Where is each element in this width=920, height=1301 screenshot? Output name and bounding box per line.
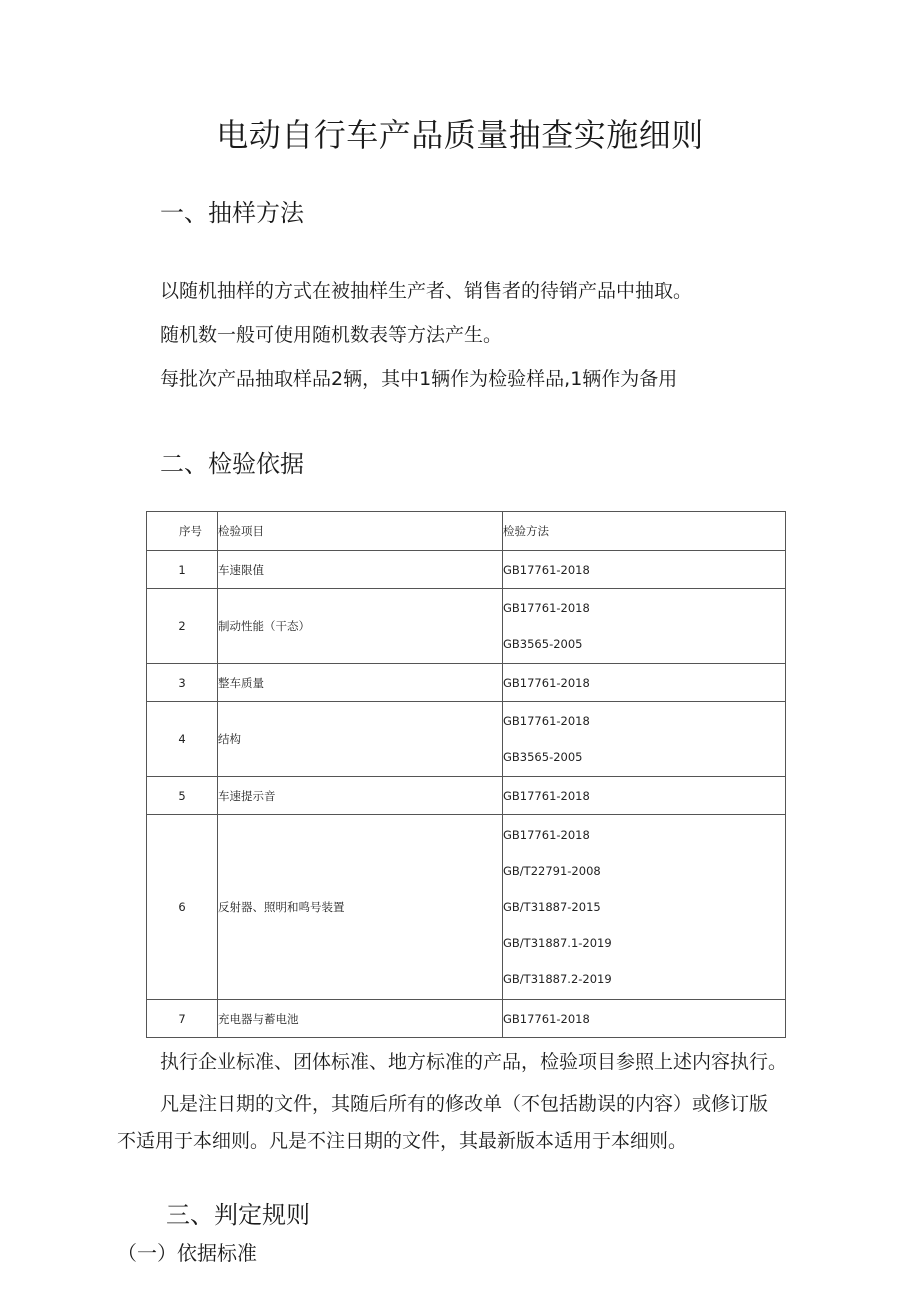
table-row xyxy=(147,551,786,589)
basis-paragraph-1: 执行企业标准、团体标准、地方标准的产品，检验项目参照上述内容执行。 xyxy=(160,1051,788,1073)
sampling-paragraph-3: 每批次产品抽取样品2辆，其中1辆作为检验样品,1辆作为备用 xyxy=(160,368,678,390)
row-item: 整车质量 xyxy=(218,664,503,702)
row-method: GB3565-2005 xyxy=(503,637,583,651)
row-method: GB17761-2018 xyxy=(503,828,590,842)
row-number: 7 xyxy=(147,1000,218,1038)
basis-paragraph-3: 不适用于本细则。凡是不注日期的文件，其最新版本适用于本细则。 xyxy=(117,1130,688,1152)
row-method: GB/T22791-2008 xyxy=(503,864,601,878)
row-number: 3 xyxy=(147,664,218,702)
header-item: 检验项目 xyxy=(218,512,503,551)
row-methods xyxy=(503,815,786,1000)
subsection-heading-standards: （一）依据标准 xyxy=(117,1241,257,1265)
sampling-paragraph-1: 以随机抽样的方式在被抽样生产者、销售者的待销产品中抽取。 xyxy=(160,280,693,302)
table-header-row xyxy=(147,512,786,551)
header-no: 序号 xyxy=(147,512,218,551)
row-item: 车速提示音 xyxy=(218,777,503,815)
row-method: GB17761-2018 xyxy=(503,551,786,589)
row-item: 结构 xyxy=(218,702,503,777)
row-number: 5 xyxy=(147,777,218,815)
inspection-table xyxy=(146,511,786,1038)
row-number: 4 xyxy=(147,702,218,777)
header-method: 检验方法 xyxy=(503,512,786,551)
row-number: 6 xyxy=(147,815,218,1000)
row-item: 制动性能（干态） xyxy=(218,589,503,664)
row-number: 1 xyxy=(147,551,218,589)
document-title: 电动自行车产品质量抽查实施细则 xyxy=(216,116,704,154)
sampling-paragraph-2: 随机数一般可使用随机数表等方法产生。 xyxy=(160,324,503,346)
row-item: 充电器与蓄电池 xyxy=(218,1000,503,1038)
row-method: GB17761-2018 xyxy=(503,601,590,615)
row-method: GB17761-2018 xyxy=(503,1000,786,1038)
row-method: GB17761-2018 xyxy=(503,714,590,728)
row-item: 反射器、照明和鸣号装置 xyxy=(218,815,503,1000)
table-row xyxy=(147,702,786,777)
table-row xyxy=(147,777,786,815)
row-item: 车速限值 xyxy=(218,551,503,589)
row-method: GB17761-2018 xyxy=(503,664,786,702)
table-row xyxy=(147,1000,786,1038)
section-heading-judgement: 三、判定规则 xyxy=(166,1201,310,1229)
section-heading-sampling: 一、抽样方法 xyxy=(160,199,304,227)
basis-paragraph-2: 凡是注日期的文件，其随后所有的修改单（不包括勘误的内容）或修订版 xyxy=(160,1093,769,1115)
row-method: GB/T31887.1-2019 xyxy=(503,936,612,950)
row-method: GB3565-2005 xyxy=(503,750,583,764)
section-heading-basis: 二、检验依据 xyxy=(160,450,304,478)
row-methods xyxy=(503,702,786,777)
table-row xyxy=(147,664,786,702)
table-row xyxy=(147,815,786,1000)
row-method: GB17761-2018 xyxy=(503,777,786,815)
row-methods xyxy=(503,589,786,664)
row-number: 2 xyxy=(147,589,218,664)
row-method: GB/T31887.2-2019 xyxy=(503,972,612,986)
table-row xyxy=(147,589,786,664)
row-method: GB/T31887-2015 xyxy=(503,900,601,914)
